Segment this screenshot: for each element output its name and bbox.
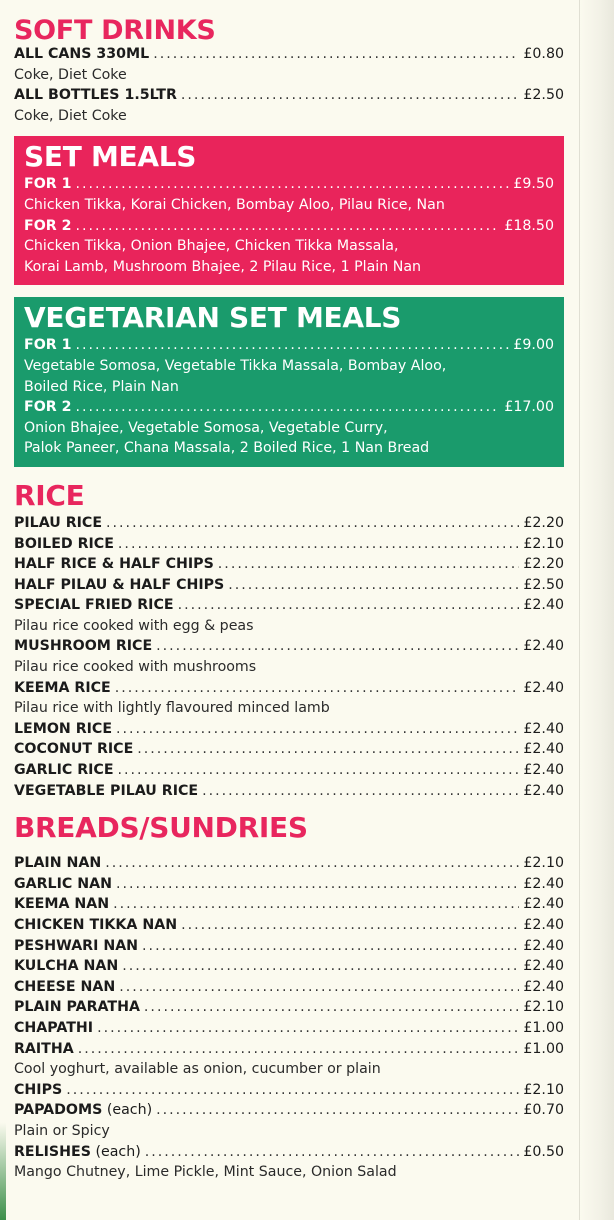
item-price: £2.10 [523, 1081, 564, 1098]
leader-dots [144, 997, 519, 1018]
leader-dots [97, 1018, 519, 1039]
item-name-text: RELISHES [14, 1143, 91, 1160]
leader-dots [78, 1039, 520, 1060]
menu-item [24, 216, 554, 237]
leader-dots [115, 678, 520, 699]
menu-item [24, 174, 554, 195]
item-name: BOILED RICE [14, 535, 114, 552]
leader-dots [119, 977, 519, 998]
item-name: ALL CANS 330ML [14, 46, 150, 62]
item-name [14, 1100, 152, 1121]
menu-item [14, 719, 564, 740]
menu-item [14, 936, 564, 957]
leader-dots [76, 397, 501, 418]
leader-dots [116, 719, 519, 740]
item-description: Cool yoghurt, available as onion, cucumber or plain [14, 1061, 381, 1078]
item-name: COCONUT RICE [14, 741, 134, 758]
item-name-suffix: (each) [102, 1102, 153, 1119]
leader-dots [156, 1100, 519, 1121]
leader-dots [181, 85, 520, 106]
section-rice [14, 479, 564, 801]
item-description: Pilau rice cooked with egg & peas [14, 617, 254, 634]
section-breads-sundries [14, 811, 564, 1183]
menu-item [14, 915, 564, 936]
item-description: Korai Lamb, Mushroom Bhajee, 2 Pilau Rice, 1 Plain Nan [24, 258, 422, 275]
menu-item [14, 977, 564, 998]
section-title: SET MEALS [24, 140, 197, 174]
leader-dots [202, 781, 519, 802]
page-edge-left [0, 0, 6, 1220]
leader-dots [156, 636, 519, 657]
page-edge-right [579, 0, 614, 1220]
item-name: ALL BOTTLES 1.5LTR [14, 87, 177, 104]
leader-dots [142, 936, 519, 957]
menu-item [14, 781, 564, 802]
item-description: Coke, Diet Coke [14, 66, 127, 83]
leader-dots [137, 739, 519, 760]
item-price: £2.40 [523, 875, 564, 892]
menu-item [14, 554, 564, 575]
item-price: £2.10 [523, 535, 564, 552]
leader-dots [66, 1080, 519, 1101]
section-title: SOFT DRINKS [14, 15, 216, 46]
item-name: GARLIC NAN [14, 875, 112, 892]
item-description: Vegetable Somosa, Vegetable Tikka Massala, Bombay Aloo, [24, 357, 447, 374]
item-price: £2.40 [523, 896, 564, 913]
item-price: £2.10 [523, 855, 564, 872]
item-description: Mango Chutney, Lime Pickle, Mint Sauce, Onion Salad [14, 1164, 397, 1181]
leader-dots [76, 174, 510, 195]
leader-dots [76, 216, 501, 237]
menu-item [14, 874, 564, 895]
item-price: £2.40 [523, 978, 564, 995]
section-title: VEGETARIAN SET MEALS [24, 301, 402, 335]
item-price: £9.00 [513, 337, 554, 354]
menu-item [14, 760, 564, 781]
item-price: £0.70 [523, 1102, 564, 1119]
item-description: Plain or Spicy [14, 1122, 110, 1139]
leader-dots [116, 874, 519, 895]
item-name: KULCHA NAN [14, 958, 119, 975]
item-name: PILAU RICE [14, 514, 103, 531]
item-price: £2.40 [523, 679, 564, 696]
menu-item [14, 1018, 564, 1039]
item-price: £0.80 [523, 46, 564, 62]
item-name: CHEESE NAN [14, 978, 116, 995]
item-price: £17.00 [504, 399, 554, 416]
leader-dots [178, 595, 520, 616]
item-price: £2.10 [523, 999, 564, 1016]
item-name: PLAIN PARATHA [14, 999, 140, 1016]
item-price: £2.50 [523, 87, 564, 104]
section-soft-drinks [14, 15, 564, 126]
item-description: Chicken Tikka, Onion Bhajee, Chicken Tikka Massala, [24, 238, 399, 255]
item-name: CHICKEN TIKKA NAN [14, 917, 178, 933]
item-name: FOR 2 [24, 217, 72, 234]
item-name: FOR 1 [24, 176, 72, 193]
item-price: £2.40 [523, 958, 564, 975]
item-price: £2.20 [523, 556, 564, 573]
item-price: £2.40 [523, 762, 564, 779]
item-price: £2.40 [523, 917, 564, 933]
menu-item [14, 44, 564, 65]
item-price: £9.50 [513, 176, 554, 193]
leader-dots [122, 956, 519, 977]
item-price: £2.40 [523, 937, 564, 954]
leader-dots [153, 44, 519, 65]
item-price: £2.40 [523, 741, 564, 758]
leader-dots [76, 335, 510, 356]
item-name: SPECIAL FRIED RICE [14, 597, 174, 614]
leader-dots [228, 575, 519, 596]
menu-item [14, 513, 564, 534]
menu-item [14, 997, 564, 1018]
item-name: KEEMA RICE [14, 679, 111, 696]
leader-dots [105, 853, 519, 874]
menu-item [24, 397, 554, 418]
item-name [14, 1142, 141, 1163]
item-name: FOR 2 [24, 399, 72, 416]
item-name-text: PAPADOMS [14, 1102, 103, 1119]
item-name: HALF PILAU & HALF CHIPS [14, 576, 225, 593]
item-price: £2.40 [523, 720, 564, 737]
section-title: RICE [14, 478, 85, 512]
menu-item [14, 894, 564, 915]
item-name: FOR 1 [24, 337, 72, 354]
menu-item [14, 575, 564, 596]
item-name: LEMON RICE [14, 720, 113, 737]
item-name: VEGETABLE PILAU RICE [14, 782, 199, 799]
item-name: MUSHROOM RICE [14, 638, 153, 655]
item-price: £1.00 [523, 1019, 564, 1036]
leader-dots [118, 760, 520, 781]
menu-item [14, 636, 564, 657]
menu-page [14, 14, 564, 1193]
menu-item [14, 1142, 564, 1163]
leader-dots [118, 534, 519, 555]
item-description: Pilau rice cooked with mushrooms [14, 659, 257, 676]
item-name: GARLIC RICE [14, 762, 114, 779]
item-price: £2.20 [523, 514, 564, 531]
item-price: £2.40 [523, 597, 564, 614]
item-price: £18.50 [504, 217, 554, 234]
menu-item [14, 678, 564, 699]
item-price: £2.40 [523, 782, 564, 799]
menu-item [14, 534, 564, 555]
leader-dots [218, 554, 520, 575]
menu-item [14, 853, 564, 874]
item-price: £2.50 [523, 576, 564, 593]
item-description: Pilau rice with lightly flavoured minced lamb [14, 700, 330, 717]
menu-item [14, 1080, 564, 1101]
item-description: Boiled Rice, Plain Nan [24, 378, 179, 395]
menu-item [14, 956, 564, 977]
item-name-suffix: (each) [90, 1143, 141, 1160]
item-description: Onion Bhajee, Vegetable Somosa, Vegetable Curry, [24, 419, 388, 436]
item-price: £0.50 [523, 1143, 564, 1160]
leader-dots [113, 894, 519, 915]
item-description: Chicken Tikka, Korai Chicken, Bombay Aloo, Pilau Rice, Nan [24, 196, 445, 213]
item-name: PESHWARI NAN [14, 937, 139, 954]
item-price: £1.00 [523, 1040, 564, 1057]
item-name: CHIPS [14, 1081, 63, 1098]
menu-item [14, 1100, 564, 1121]
section-veg-set-meals [14, 297, 564, 467]
leader-dots [145, 1142, 520, 1163]
item-name: KEEMA NAN [14, 896, 110, 913]
section-title: BREADS/SUNDRIES [14, 811, 308, 845]
leader-dots [106, 513, 519, 534]
menu-item [14, 1039, 564, 1060]
menu-item [14, 739, 564, 760]
item-name: CHAPATHI [14, 1019, 94, 1036]
menu-item [14, 595, 564, 616]
menu-item [14, 85, 564, 106]
item-price: £2.40 [523, 638, 564, 655]
menu-item [24, 335, 554, 356]
leader-dots [181, 915, 519, 936]
item-name: HALF RICE & HALF CHIPS [14, 556, 214, 573]
item-description: Coke, Diet Coke [14, 107, 127, 124]
section-set-meals [14, 136, 564, 285]
item-name: PLAIN NAN [14, 855, 102, 872]
item-description: Palok Paneer, Chana Massala, 2 Boiled Rice, 1 Nan Bread [24, 440, 430, 457]
item-name: RAITHA [14, 1040, 74, 1057]
